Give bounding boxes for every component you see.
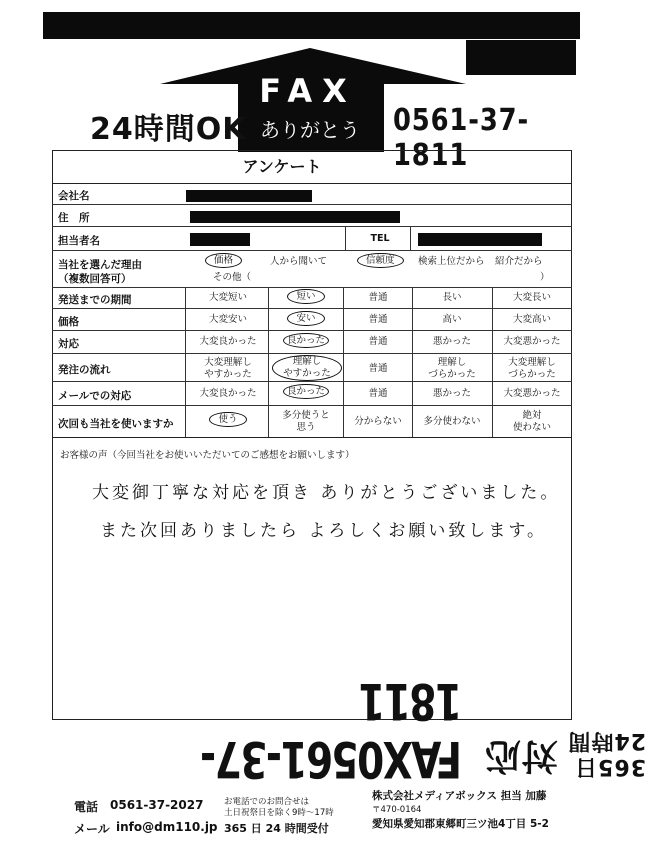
label-flow: 発注の流れ	[58, 364, 111, 376]
price-very-high[interactable]: 大変高い	[512, 314, 551, 325]
banner-taiou: 対応	[483, 735, 558, 776]
option-reason-other-close: ）	[540, 272, 550, 283]
next-use[interactable]: 使う	[190, 414, 266, 426]
label-reason-sub: （複数回答可）	[58, 273, 132, 285]
footer-company: 株式会社メディアボックス 担当 加藤	[372, 790, 547, 802]
label-period: 発送までの期間	[58, 294, 132, 306]
option-reason-trust[interactable]: 信頼度	[357, 255, 404, 267]
option-reason-price[interactable]: 価格	[205, 255, 242, 267]
fax-number-top: 0561-37-1811	[393, 103, 530, 173]
mail-good[interactable]: 良かった	[270, 386, 342, 398]
option-reason-referral[interactable]: 人から聞いて	[270, 256, 328, 267]
footer-address: 愛知県愛知郡東郷町三ツ池4丁目 5-2	[372, 818, 549, 830]
footer-mail-label: メール	[74, 822, 110, 836]
redacted-tel	[418, 233, 542, 246]
option-reason-search[interactable]: 検索上位だから	[418, 256, 485, 267]
price-normal[interactable]: 普通	[368, 314, 388, 325]
period-long[interactable]: 長い	[442, 292, 462, 303]
response-very-good[interactable]: 大変良かった	[199, 336, 257, 347]
banner-365: 365日	[574, 754, 646, 779]
flow-hard[interactable]: 理解し づらかった	[428, 357, 476, 380]
mail-very-good[interactable]: 大変良かった	[199, 388, 257, 399]
response-normal[interactable]: 普通	[368, 336, 388, 347]
price-cheap[interactable]: 安い	[270, 313, 342, 325]
footer-banner	[62, 672, 646, 788]
voice-comment-line1: 大変御丁寧な対応を頂き ありがとうございました。	[92, 483, 561, 503]
price-very-cheap[interactable]: 大変安い	[208, 314, 247, 325]
mail-normal[interactable]: 普通	[368, 388, 388, 399]
fax-title: FAX	[259, 72, 357, 110]
redacted-company	[186, 190, 312, 202]
survey-title: アンケート	[52, 150, 572, 184]
footer-tel-label: 電話	[74, 800, 99, 814]
next-never[interactable]: 絶対 使わない	[512, 410, 551, 433]
open-24h-text: 24時間OK	[90, 112, 247, 147]
row-company	[52, 184, 572, 205]
label-company: 会社名	[58, 190, 90, 202]
footer-fax-note: 365 日 24 時間受付	[224, 822, 329, 835]
mail-bad[interactable]: 悪かった	[432, 388, 471, 399]
price-high[interactable]: 高い	[442, 314, 462, 325]
flow-normal[interactable]: 普通	[368, 363, 388, 374]
response-good[interactable]: 良かった	[270, 335, 342, 347]
voice-heading: お客様の声（今回当社をお使いいただいてのご感想をお願いします）	[60, 450, 355, 461]
footer-tel[interactable]: 0561-37-2027	[110, 798, 204, 812]
period-short[interactable]: 短い	[270, 291, 342, 303]
banner-24h: 24時間	[567, 728, 646, 753]
response-bad[interactable]: 悪かった	[432, 336, 471, 347]
footer-mail[interactable]: info@dm110.jp	[116, 820, 218, 834]
flow-very-easy[interactable]: 大変理解し やすかった	[204, 357, 252, 380]
flow-easy[interactable]: 理解し やすかった	[272, 355, 342, 381]
next-probably-use[interactable]: 多分使うと 思う	[282, 410, 330, 433]
label-mail: メールでの対応	[58, 390, 132, 402]
period-normal[interactable]: 普通	[368, 292, 388, 303]
period-very-short[interactable]: 大変短い	[208, 292, 247, 303]
option-reason-introduction[interactable]: 紹介だから	[495, 256, 543, 267]
label-next: 次回も当社を使いますか	[58, 418, 174, 430]
option-reason-other[interactable]: その他（	[213, 272, 252, 283]
footer-postal: 〒470-0164	[372, 805, 422, 815]
label-tel: TEL	[370, 233, 390, 244]
label-reason: 当社を選んだ理由	[58, 259, 142, 271]
label-address: 住 所	[58, 212, 90, 224]
voice-comment-line2: また次回ありましたら よろしくお願い致します。	[100, 521, 548, 541]
label-person: 担当者名	[58, 235, 100, 247]
label-price: 価格	[58, 316, 79, 328]
period-very-long[interactable]: 大変長い	[512, 292, 551, 303]
redacted-person	[190, 233, 250, 246]
next-probably-not[interactable]: 多分使わない	[423, 416, 481, 427]
next-unsure[interactable]: 分からない	[354, 416, 402, 427]
footer-hours-note1: お電話でのお問合せは	[224, 797, 310, 807]
label-response: 対応	[58, 338, 79, 350]
divider	[410, 227, 411, 251]
response-very-bad[interactable]: 大変悪かった	[503, 336, 561, 347]
flow-very-hard[interactable]: 大変理解し づらかった	[508, 357, 556, 380]
thanks-text: ありがとう	[260, 118, 360, 142]
redacted-address	[190, 211, 400, 223]
banner-fax-number: FAX0561-37-1811	[201, 672, 462, 788]
mail-very-bad[interactable]: 大変悪かった	[503, 388, 561, 399]
footer-hours-note2: 土日祝祭日を除く9時〜17時	[224, 808, 334, 818]
divider	[345, 227, 346, 251]
